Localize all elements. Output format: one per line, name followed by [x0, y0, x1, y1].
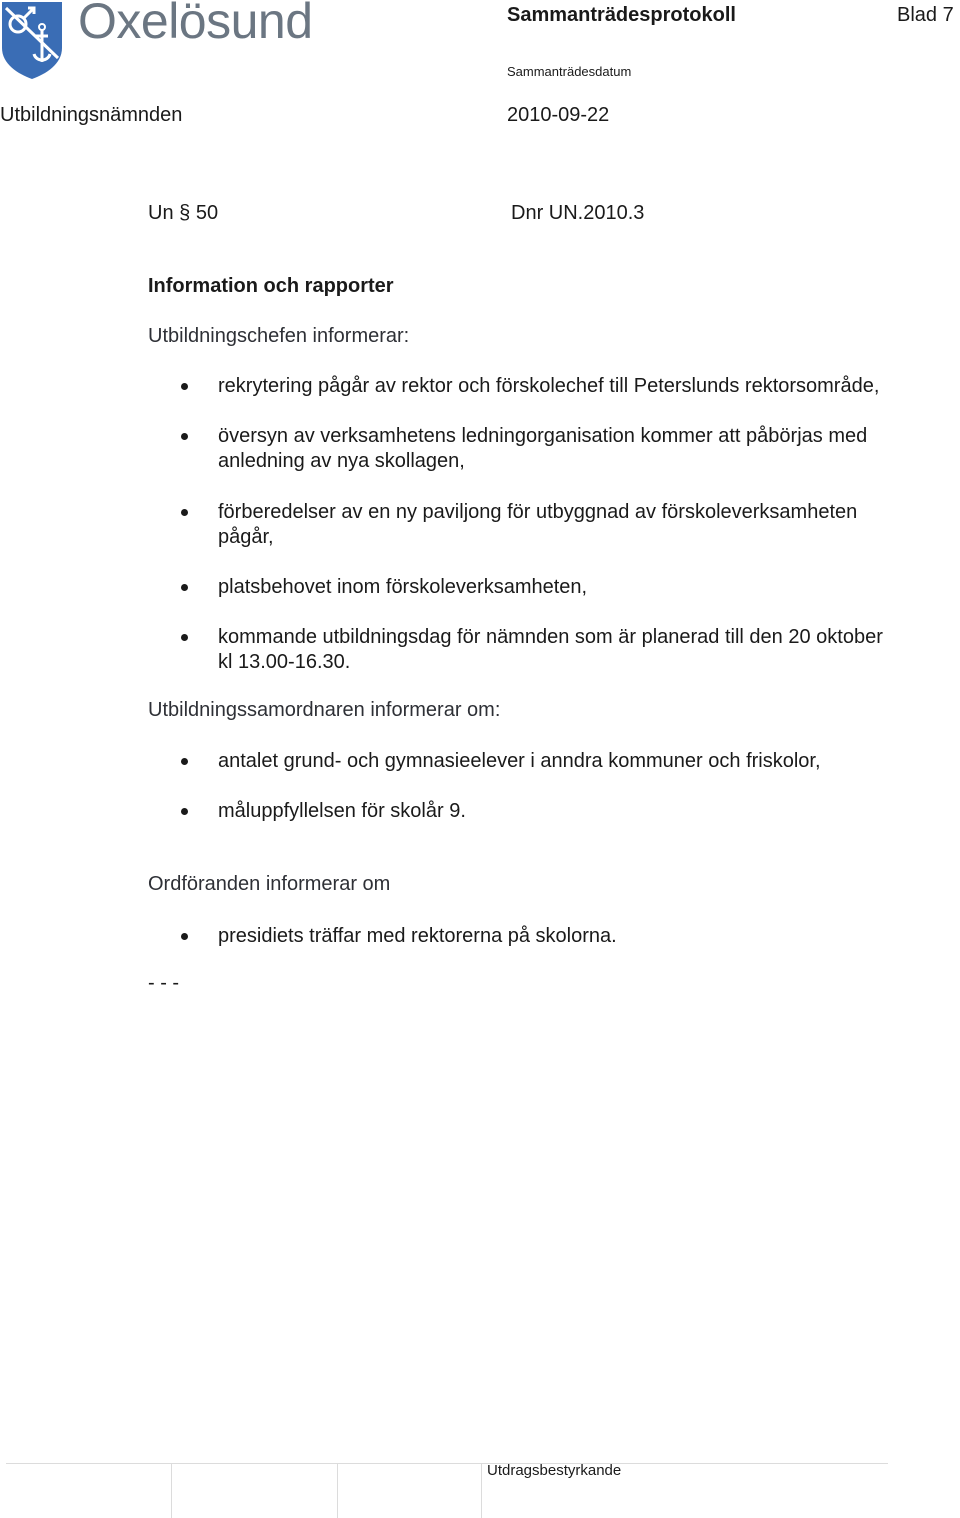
signature-cell-divider	[481, 1463, 482, 1518]
section-symbol: §	[179, 202, 191, 224]
list-item: platsbehovet inom förskoleverksamheten,	[218, 576, 588, 598]
list-item: översyn av verksamhetens ledningorganisation kommer att påbörjas med	[218, 425, 868, 447]
committee-name: Utbildningsnämnden	[0, 104, 183, 126]
dnr: Dnr UN.2010.3	[511, 202, 645, 224]
logo-wordmark: Oxelösund	[78, 0, 313, 49]
list-item-continuation: kl 13.00-16.30.	[218, 651, 351, 673]
bullet-icon	[181, 509, 188, 516]
section-label: Utbildningssamordnaren informerar om:	[148, 699, 501, 721]
list-item: kommande utbildningsdag för nämnden som är planerad till den 20 oktober	[218, 626, 883, 648]
list-item: måluppfyllelsen för skolår 9.	[218, 800, 466, 822]
bullet-icon	[181, 584, 188, 591]
municipal-coat-of-arms-icon	[0, 0, 64, 80]
signature-table-top-line	[6, 1463, 888, 1464]
item-heading: Information och rapporter	[148, 275, 394, 297]
section-label: Ordföranden informerar om	[148, 873, 391, 895]
list-item: rekrytering pågår av rektor och förskolechef till Peterslunds rektorsområde,	[218, 375, 880, 397]
bullet-icon	[181, 933, 188, 940]
list-item: presidiets träffar med rektorerna på skolorna.	[218, 925, 617, 947]
signature-cell-divider	[171, 1463, 172, 1518]
list-item: antalet grund- och gymnasieelever i anndra kommuner och friskolor,	[218, 750, 821, 772]
list-item-continuation: anledning av nya skollagen,	[218, 450, 465, 472]
list-item: förberedelser av en ny paviljong för utbyggnad av förskoleverksamheten	[218, 501, 858, 523]
bullet-icon	[181, 634, 188, 641]
item-prefix: Un	[148, 202, 174, 224]
bullet-icon	[181, 808, 188, 815]
meeting-date-label: Sammanträdesdatum	[507, 64, 632, 79]
list-item-continuation: pågår,	[218, 526, 274, 548]
section-label: Utbildningschefen informerar:	[148, 325, 410, 347]
bullet-icon	[181, 383, 188, 390]
signature-cell-divider	[337, 1463, 338, 1518]
utdragsbestyrkande-label: Utdragsbestyrkande	[487, 1462, 622, 1479]
document-title: Sammanträdesprotokoll	[507, 4, 736, 26]
municipality-logo	[0, 0, 345, 82]
end-marker: - - -	[148, 972, 180, 994]
meeting-date: 2010-09-22	[507, 104, 610, 126]
item-number	[148, 202, 218, 225]
page-label: Blad 7	[897, 4, 954, 26]
item-number-value: 50	[195, 202, 219, 224]
bullet-icon	[181, 433, 188, 440]
bullet-icon	[181, 758, 188, 765]
